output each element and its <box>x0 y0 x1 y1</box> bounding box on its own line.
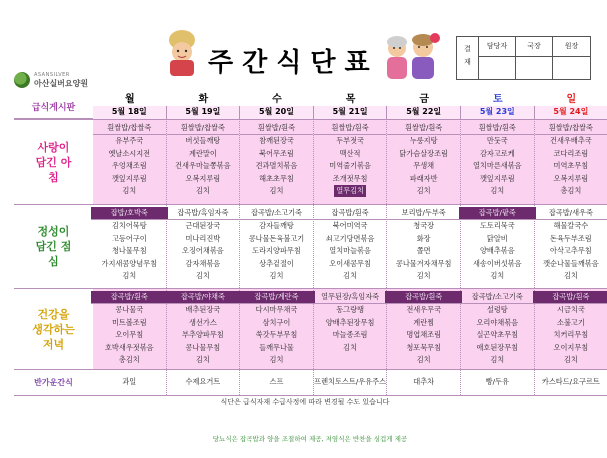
menu-item: 아삭고추무침 <box>550 246 592 256</box>
menu-item: 도토리묵국 <box>479 221 515 231</box>
menu-cell <box>461 204 535 288</box>
menu-item: 총김치 <box>118 355 140 365</box>
menu-cell <box>535 119 607 204</box>
menu-item: 참깨된장국 <box>259 136 294 146</box>
menu-item: 김치 <box>416 271 431 281</box>
menu-item: 흰쌀밥/흰죽 <box>240 122 313 135</box>
menu-item: 흰쌀밥/찹쌀죽 <box>535 122 607 135</box>
menu-item: 보리밥/두부죽 <box>387 207 460 220</box>
menu-item: 닭가슴살장조림 <box>399 148 448 158</box>
menu-item: 호박새우젓볶음 <box>104 342 154 352</box>
date-header-2: 5월 20일 <box>240 106 314 119</box>
menu-item: 양배추된장무침 <box>325 317 375 327</box>
menu-cell <box>93 204 167 288</box>
day-header-3: 목 <box>345 93 356 105</box>
table-bottom-line <box>14 395 607 396</box>
menu-item: 가지새콤양념무침 <box>101 258 158 268</box>
menu-item: 김치 <box>490 271 505 281</box>
menu-cell <box>167 288 241 369</box>
meal-label-3: 반가운간식 <box>14 369 93 395</box>
menu-item: 잡곡밥/계란죽 <box>238 291 315 304</box>
menu-item: 대추차 <box>413 376 435 386</box>
logo-english: ASANSILVER <box>34 72 70 78</box>
menu-item: 프렌치토스트/우유주스 <box>314 376 387 386</box>
menu-item: 소불고기 <box>557 317 585 327</box>
meal-label-1: 정성이 담긴 점심 <box>14 204 93 288</box>
menu-item: 닭알비 <box>486 233 508 243</box>
date-header-4: 5월 22일 <box>387 106 461 119</box>
menu-item: 김치어묵탕 <box>111 221 147 231</box>
menu-item: 해초초무침 <box>259 173 294 183</box>
menu-item: 김치 <box>195 271 210 281</box>
menu-item: 무생채 <box>413 161 435 171</box>
menu-item: 잡밥/호박죽 <box>91 207 168 220</box>
menu-item: 마늘종조림 <box>332 330 368 340</box>
menu-cell <box>93 369 167 395</box>
menu-cell <box>535 204 607 288</box>
menu-item: 흰쌀밥/흰죽 <box>314 122 387 135</box>
menu-item: 오복지루림 <box>185 173 221 183</box>
day-header-0: 월 <box>124 93 135 105</box>
menu-item: 김치 <box>343 342 358 352</box>
menu-item: 감자고로케 <box>479 148 515 158</box>
menu-item: 김치 <box>490 186 505 196</box>
menu-item: 카스타드/요구르트 <box>541 376 600 386</box>
menu-item: 잡곡밥/흰죽 <box>314 207 387 220</box>
menu-item: 열무된장/흑임자죽 <box>314 291 387 304</box>
menu-item: 감자들깨탕 <box>259 221 294 231</box>
menu-item: 근대된장국 <box>185 221 221 231</box>
menu-item: 감자채볶음 <box>185 258 221 268</box>
menu-item: 청국장 <box>413 221 435 231</box>
menu-item: 김치 <box>269 271 284 281</box>
date-header-6: 5월 24일 <box>535 106 607 119</box>
menu-item: 김치 <box>195 355 210 365</box>
menu-item: 상추겉절이 <box>259 258 294 268</box>
menu-item: 흰쌀밥/흰죽 <box>461 122 534 135</box>
menu-item: 콩나물무침 <box>185 342 221 352</box>
menu-cell <box>240 369 314 395</box>
date-header-1: 5월 19일 <box>167 106 241 119</box>
menu-item: 김치 <box>122 186 137 196</box>
menu-cell <box>314 204 388 288</box>
menu-item: 오이새콤무침 <box>329 258 371 268</box>
menu-item: 누룽지탕 <box>409 136 438 146</box>
menu-item: 삼치구이 <box>262 317 291 327</box>
menu-item: 흰쌀밥/흰죽 <box>387 122 460 135</box>
menu-item: 다시마무채국 <box>255 305 298 315</box>
menu-item: 쫄면 <box>416 246 431 256</box>
day-header-5: 토 <box>492 93 503 105</box>
menu-cell <box>314 119 388 204</box>
menu-item: 오이지무침 <box>553 342 589 352</box>
menu-item: 설렁탕 <box>486 305 508 315</box>
menu-item: 김치 <box>563 271 578 281</box>
menu-item: 조개젓무침 <box>332 173 368 183</box>
menu-item: 오복지루림 <box>553 173 589 183</box>
menu-item: 화장 <box>416 233 431 243</box>
menu-item: 전새우무국 <box>406 305 442 315</box>
menu-item: 건새우배추국 <box>550 136 592 146</box>
menu-item: 김치 <box>122 271 137 281</box>
menu-item: 깻순나물들깨볶음 <box>543 258 599 268</box>
menu-item: 치커리무침 <box>553 330 589 340</box>
meal-label-0: 사랑이 담긴 아침 <box>14 119 93 204</box>
menu-item: 스프 <box>269 376 284 386</box>
menu-cell <box>535 288 607 369</box>
menu-item: 오징어채볶음 <box>182 246 224 256</box>
menu-item: 콩나물국 <box>115 305 144 315</box>
menu-cell <box>167 119 241 204</box>
approval-col-label: 원장 <box>564 42 579 50</box>
menu-item: 열무김치 <box>334 185 366 197</box>
approval-col-label: 국장 <box>527 42 541 50</box>
notice-text: 식단은 급식자재 수급사정에 따라 변경될 수도 있습니다 <box>220 398 390 406</box>
footnote-text: 당뇨식은 잡곡밥과 양을 조절하여 제공, 저염식은 반찬을 싱겁게 제공 <box>212 435 408 443</box>
menu-item: 깻잎지루림 <box>479 173 515 183</box>
menu-item: 미역줄기볶음 <box>329 161 371 171</box>
menu-cell <box>387 369 461 395</box>
menu-item: 김치 <box>490 355 505 365</box>
menu-item: 파래자반 <box>409 173 438 183</box>
menu-item: 쑥갓두부무침 <box>255 330 298 340</box>
menu-item: 고등어구이 <box>111 233 147 243</box>
menu-cell <box>461 369 535 395</box>
menu-item: 쇠고기당면볶음 <box>325 233 375 243</box>
board-title-cell: 급식게시판 <box>14 94 93 119</box>
menu-item: 빵/두유 <box>485 376 509 386</box>
menu-item: 김치 <box>269 355 284 365</box>
menu-cell <box>461 119 535 204</box>
menu-cell <box>461 288 535 369</box>
menu-item: 콩나물돈육불고기 <box>248 233 305 243</box>
date-header-3: 5월 21일 <box>314 106 388 119</box>
menu-item: 건새우마늘쫑볶음 <box>175 161 231 171</box>
menu-item: 김치 <box>416 186 431 196</box>
day-header-1: 화 <box>198 93 209 105</box>
menu-item: 잡곡밥/흰죽 <box>385 291 462 304</box>
menu-cell <box>167 369 241 395</box>
menu-item: 해물칼국수 <box>553 221 589 231</box>
menu-item: 김치 <box>269 186 284 196</box>
menu-cell <box>535 369 607 395</box>
menu-item: 우엉채조림 <box>111 161 147 171</box>
menu-item: 만둣국 <box>486 136 508 146</box>
menu-cell <box>240 119 314 204</box>
menu-item: 맥산적 <box>339 148 361 158</box>
menu-cell <box>387 204 461 288</box>
approval-label-text: 결재 <box>463 45 472 71</box>
menu-item: 부추양파무침 <box>182 330 224 340</box>
menu-cell <box>387 288 461 369</box>
menu-item: 김치 <box>563 355 578 365</box>
menu-item: 열치마른새볶음 <box>472 161 522 171</box>
menu-item: 잡곡밥/새우죽 <box>535 207 607 220</box>
menu-item: 과일 <box>122 376 137 386</box>
date-header-0: 5월 18일 <box>93 106 167 119</box>
menu-item: 동그랑땡 <box>336 305 364 315</box>
menu-cell <box>167 204 241 288</box>
menu-item: 김치 <box>343 271 358 281</box>
menu-item: 총김치 <box>560 186 582 196</box>
menu-item: 시금치국 <box>557 305 585 315</box>
menu-item: 애호된장무침 <box>476 342 519 352</box>
menu-item: 돈육두부조림 <box>550 233 592 243</box>
meal-label-2: 건강을 생각하는 저녁 <box>14 288 93 369</box>
menu-item: 미나리진박 <box>185 233 221 243</box>
menu-item: 북어미역국 <box>332 221 368 231</box>
menu-item: 옛날소시지전 <box>108 148 151 158</box>
date-header-5: 5월 23일 <box>461 106 535 119</box>
menu-item: 새송이버섯볶음 <box>472 258 522 268</box>
menu-item: 잡곡밥/야채죽 <box>165 291 242 304</box>
menu-item: 잡곡밥/팥죽 <box>459 207 536 220</box>
menu-item: 유부주국 <box>115 136 144 146</box>
menu-item: 명엽채조림 <box>406 330 442 340</box>
menu-item: 청나물무침 <box>111 246 147 256</box>
approval-col-label: 담당자 <box>486 42 508 50</box>
day-header-4: 금 <box>419 93 430 105</box>
menu-item: 흰쌀밥/찹쌀죽 <box>167 122 240 135</box>
menu-item: 잡곡밥/소고기죽 <box>240 207 313 220</box>
menu-item: 도라지양파무침 <box>252 246 301 256</box>
menu-item: 실곤약초무침 <box>476 330 519 340</box>
menu-item: 북어무조림 <box>259 148 294 158</box>
menu-item: 김치 <box>416 355 431 365</box>
menu-cell <box>93 288 167 369</box>
menu-item: 오리야채볶음 <box>476 317 519 327</box>
menu-cell <box>240 204 314 288</box>
day-header-6: 일 <box>566 93 577 105</box>
menu-item: 오이무침 <box>115 330 144 340</box>
menu-item: 양배추볶음 <box>479 246 515 256</box>
menu-cell <box>93 119 167 204</box>
menu-item: 버섯들깨탕 <box>185 136 221 146</box>
menu-item: 잡곡밥/흑임자죽 <box>167 207 240 220</box>
menu-item: 견과멸치볶음 <box>255 161 298 171</box>
menu-cell <box>387 119 461 204</box>
menu-item: 생선가스 <box>189 317 217 327</box>
menu-item: 흰쌀밥/찹쌀죽 <box>93 122 166 135</box>
menu-cell <box>240 288 314 369</box>
menu-item: 들깨무나물 <box>259 342 294 352</box>
menu-item: 잡곡밥/소고기죽 <box>461 291 534 304</box>
menu-item: 콩나물겨자채무침 <box>395 258 452 268</box>
menu-item: 미역초무침 <box>553 161 589 171</box>
menu-cell <box>314 288 388 369</box>
day-header-2: 수 <box>272 93 282 105</box>
logo-korean: 아산실버요양원 <box>34 79 89 88</box>
menu-item: 미트볼조림 <box>111 317 147 327</box>
menu-item: 깻잎지루림 <box>111 173 147 183</box>
menu-item: 배추된장국 <box>185 305 221 315</box>
menu-item: 두부젓국 <box>336 136 364 146</box>
menu-item: 잡곡밥/흰죽 <box>533 291 607 304</box>
menu-item: 청포묵무침 <box>406 342 442 352</box>
menu-item: 계란찜 <box>413 317 435 327</box>
menu-item: 열치마늘볶음 <box>329 246 371 256</box>
menu-item: 김치 <box>195 186 210 196</box>
menu-item: 잡곡밥/흰죽 <box>91 291 168 304</box>
menu-item: 코다리조림 <box>553 148 589 158</box>
page-title: 주간식단표 <box>208 48 379 78</box>
menu-item: 수제요거트 <box>185 376 221 386</box>
menu-item: 계란말이 <box>189 148 217 158</box>
menu-cell <box>314 369 388 395</box>
